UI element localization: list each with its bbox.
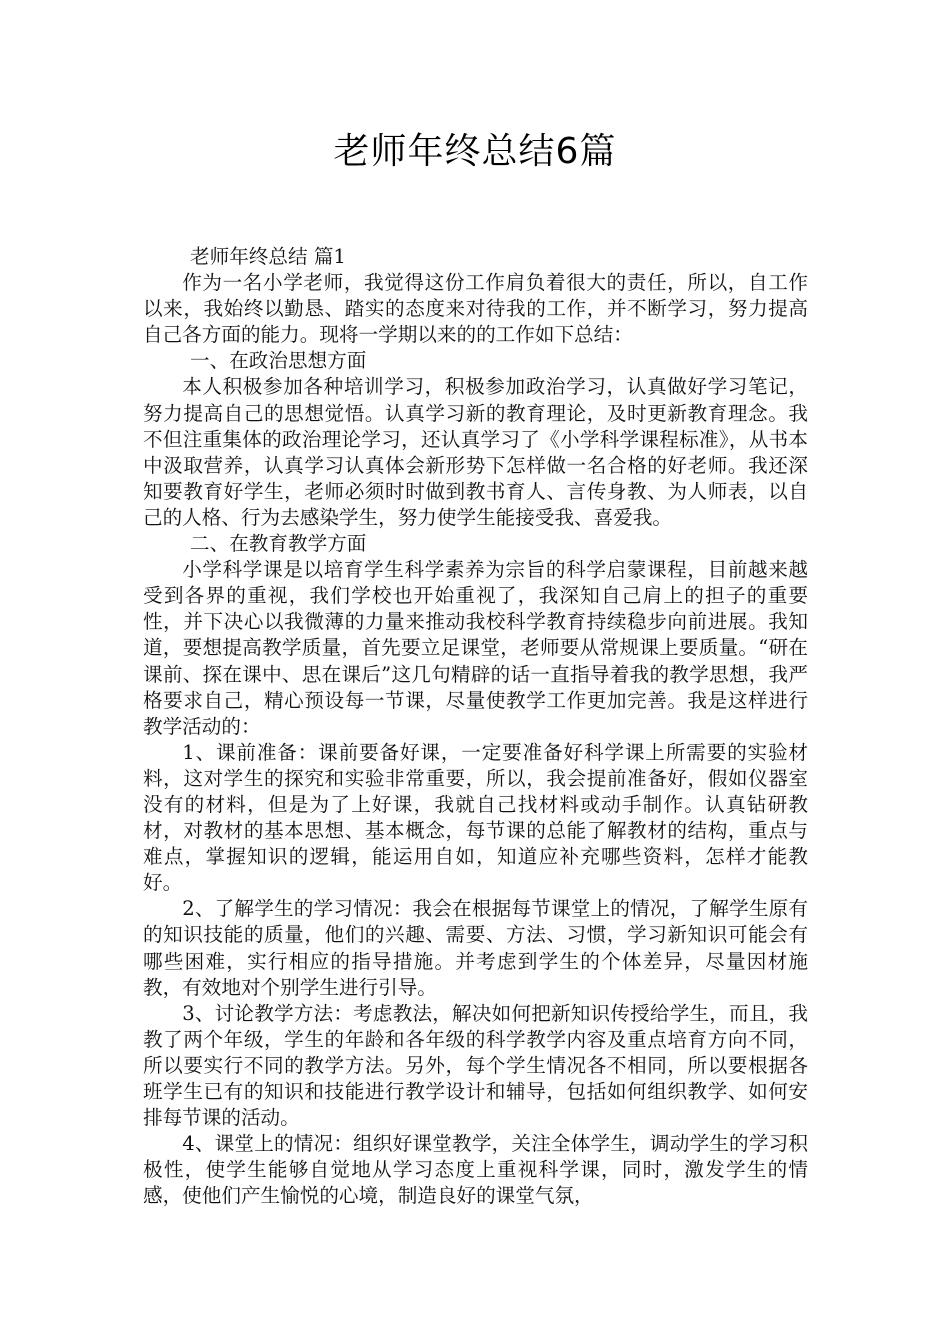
heading-teaching: 二、在教育教学方面 [190,532,367,556]
paragraph-teaching: 小学科学课是以培育学生科学素养为宗旨的科学启蒙课程，目前越来越受到各界的重视，我们学校也开始重视了，我深知自己肩上的担子的重要性，并下决心以我微薄的力量来推动我校科学教育持续稳步向前进展。我知道，要想提高教学质量，首先要立足课堂，老师要从常规课上要质量。“研在课前、探在课中、思在课后”这几句精辟的话一直指导着我的教学思想，我严格要求自己，精心预设每一节课，尽量使教学工作更加完善。我是这样进行教学活动的： [143,558,808,738]
heading-political: 一、在政治思想方面 [190,349,367,373]
paragraph-item-1: 1、课前准备：课前要备好课，一定要准备好科学课上所需要的实验材料，这对学生的探究和实验非常重要，所以，我会提前准备好，假如仪器室没有的材料，但是为了上好课，我就自己找材料或动手制作。认真钻研教材，对教材的基本思想、基本概念，每节课的总能了解教材的结构，重点与难点，掌握知识的逻辑，能运用自如，知道应补充哪些资料，怎样才能教好。 [143,740,808,895]
document-body [143,244,808,1209]
paragraph-political: 本人积极参加各种培训学习，积极参加政治学习，认真做好学习笔记，努力提高自己的思想觉悟。认真学习新的教育理论，及时更新教育理念。我不但注重集体的政治理论学习，还认真学习了《小学科学课程标准》，从书本中汲取营养，认真学习认真体会新形势下怎样做一名合格的好老师。我还深知要教育好学生，老师必须时时做到教书育人、言传身教、为人师表，以自己的人格、行为去感染学生，努力使学生能接受我、喜爱我。 [143,375,808,529]
paragraph-item-2: 2、了解学生的学习情况：我会在根据每节课堂上的情况，了解学生原有的知识技能的质量，他们的兴趣、需要、方法、习惯，学习新知识可能会有哪些困难，实行相应的指导措施。并考虑到学生的个体差异，尽量因材施教，有效地对个别学生进行引导。 [143,897,808,999]
paragraph-intro: 作为一名小学老师，我觉得这份工作肩负着很大的责任，所以，自工作以来，我始终以勤恳、踏实的态度来对待我的工作，并不断学习，努力提高自己各方面的能力。现将一学期以来的的工作如下总结： [143,271,808,347]
paragraph-item-3: 3、讨论教学方法：考虑教法，解决如何把新知识传授给学生，而且，我教了两个年级，学生的年龄和各年级的科学教学内容及重点培育方向不同，所以要实行不同的教学方法。另外，每个学生情况各不相同，所以要根据各班学生已有的知识和技能进行教学设计和辅导，包括如何组织教学、如何安排每节课的活动。 [143,1001,808,1130]
document-title: 老师年终总结6篇 [333,131,617,172]
paragraph-item-4: 4、课堂上的情况：组织好课堂教学，关注全体学生，调动学生的学习积极性，使学生能够自觉地从学习态度上重视科学课，同时，激发学生的情感，使他们产生愉悦的心境，制造良好的课堂气氛， [143,1132,808,1208]
section-heading: 老师年终总结 篇1 [190,245,346,268]
